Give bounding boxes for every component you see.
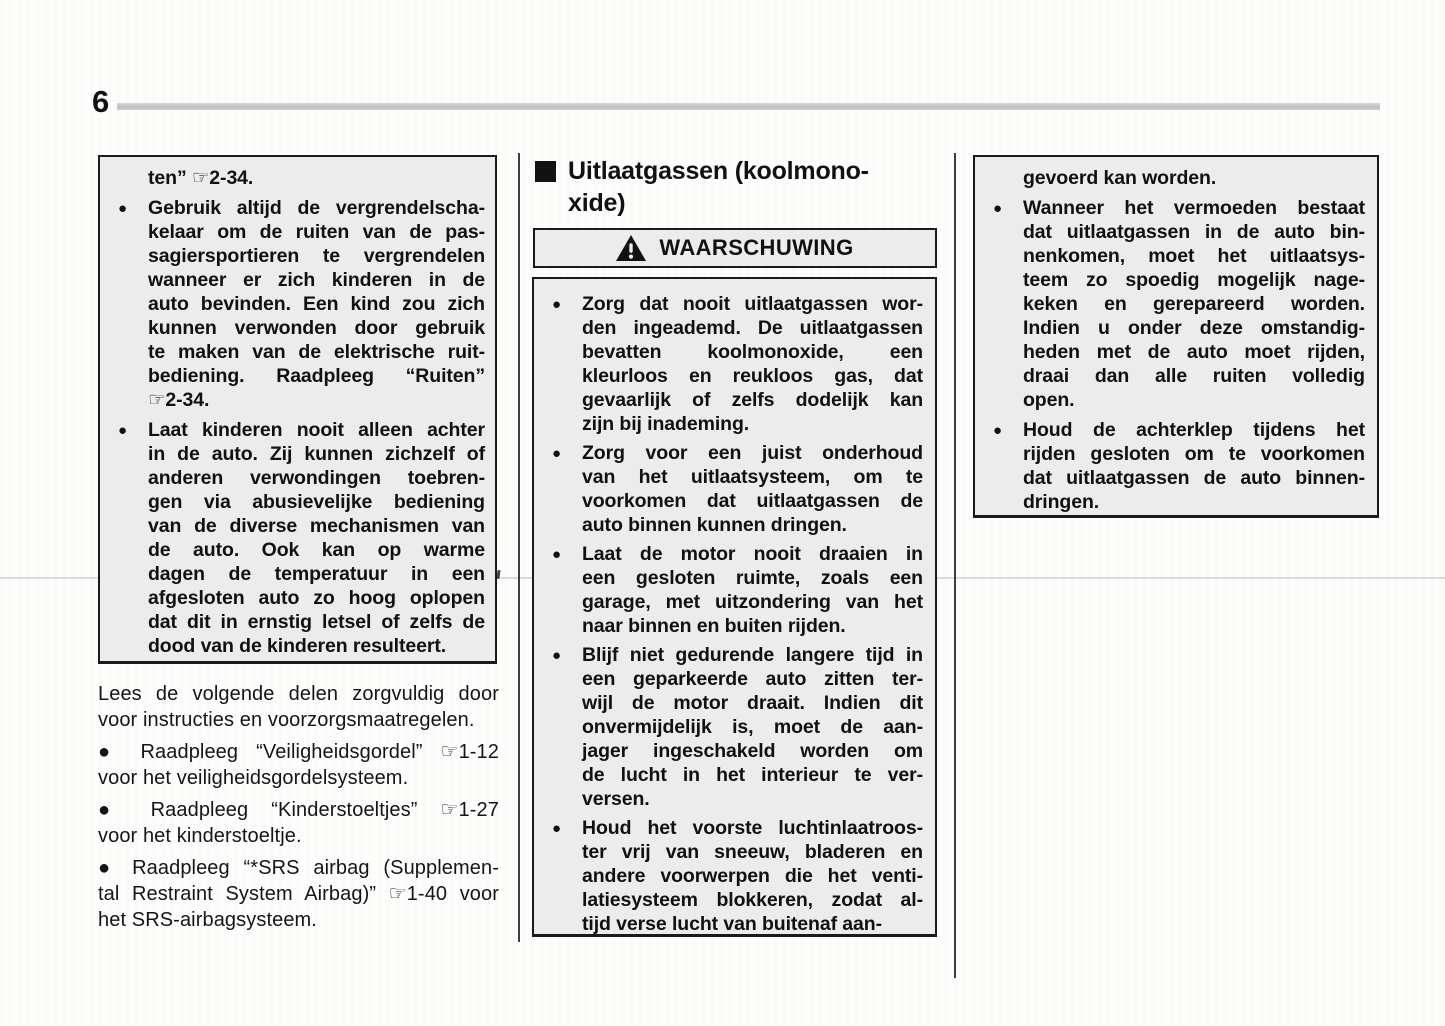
text-line: dringen. [1023,491,1100,513]
text-line: Lees de volgende delen zorgvuldig door [98,683,499,705]
text-line: dat uitlaatgassen in de auto bin- [1023,221,1365,243]
bullet-icon: ● [118,422,127,439]
text-line: bevatten koolmonoxide, een [582,341,923,363]
text-line: voor instructies en voorzorgsmaatregelen. [98,709,475,731]
bullet-icon: ● [993,422,1002,439]
text-line: rijden gesloten om te voorkomen [1023,443,1365,465]
warning-item-text [582,816,923,936]
header-rule [117,103,1380,110]
text-line: dat dit in ernstig letsel of zelfs de [148,611,485,633]
warning-item [118,196,485,412]
page-number: 6 [92,84,110,119]
text-line: onvermijdelijk is, moet de aan- [582,716,923,738]
warning-item [552,643,923,811]
text-line: open. [1023,389,1075,411]
heading-line: Uitlaatgassen (koolmono- [568,157,869,185]
text-line: dagen de temperatuur in een [148,563,485,585]
text-line: van het uitlaatsysteem, om te [582,466,923,488]
text-line: van de diverse mechanismen van [148,515,485,537]
bullet-icon: ● [118,200,127,217]
black-square-icon [535,161,556,182]
exhaust-warning-box [532,277,937,937]
warning-item [552,292,923,436]
text-line: tijd verse lucht van buitenaf aan- [582,913,883,935]
text-line: den ingeademd. De uitlaatgassen [582,317,923,339]
warning-banner [533,228,937,268]
text-line: versen. [582,788,650,810]
text-line: een gesloten ruimte, zoals een [582,567,923,589]
text-line: kunnen verwonden door gebruik [148,317,485,339]
text-line: ● Raadpleeg “Veiligheidsgordel” ☞1-12 [98,741,499,763]
text-line: ter vrij van sneeuw, bladeren en [582,841,923,863]
text-line: heden met de auto moet rijden, [1023,341,1365,363]
text-line: naar binnen en buiten rijden. [582,615,846,637]
text-line: kelaar om de ruiten van de pas- [148,221,485,243]
bullet-spacer [993,166,1023,190]
text-line: Zorg voor een juist onderhoud [582,442,923,464]
text-line: het SRS-airbagsysteem. [98,909,317,931]
bullet-icon: ● [552,546,561,563]
warning-item [118,418,485,658]
exhaust-warning-continued-box [973,155,1379,518]
warning-item-text [1023,196,1365,412]
bullet-icon: ● [552,445,561,462]
text-line: andere voorwerpen die het venti- [582,865,923,887]
warning-item-text [1023,418,1365,514]
warning-item-text [582,292,923,436]
bullet-icon: ● [993,200,1002,217]
text-line: auto binnen kunnen dringen. [582,514,847,536]
warning-item [118,166,485,190]
text-line: wijl de motor draait. Indien dit [582,692,923,714]
text-line: draai dan alle ruiten volledig [1023,365,1365,387]
warning-item-text [148,196,485,412]
warning-item-text [582,542,923,638]
text-line: ☞2-34. [148,389,210,411]
text-line: een geparkeerde auto zitten ter- [582,668,923,690]
paragraph [98,855,499,933]
text-line: tal Restraint System Airbag)” ☞1-40 voor [98,883,499,905]
text-line: auto bevinden. Een kind zou zich [148,293,485,315]
warning-item [993,196,1365,412]
text-line: Laat de motor nooit draaien in [582,543,923,565]
warning-item [993,418,1365,514]
reference-notes [98,681,499,939]
text-line: Indien u onder deze omstandig- [1023,317,1365,339]
column-divider [954,153,956,978]
text-line: anderen verwondingen toebren- [148,467,485,489]
bullet-icon: ● [552,647,561,664]
warning-label: WAARSCHUWING [659,235,854,260]
text-line: teem zo spoedig mogelijk nage- [1023,269,1365,291]
text-line: de lucht in het interieur te ver- [582,764,923,786]
text-line: kleurloos en reukloos gas, dat [582,365,923,387]
text-line: Laat kinderen nooit alleen achter [148,419,485,441]
bullet-icon: ● [552,820,561,837]
heading-line: xide) [568,189,626,217]
warning-item-text [148,418,485,658]
warning-triangle-icon [616,235,646,261]
text-line: Blijf niet gedurende langere tijd in [582,644,923,666]
text-line: gen via abusievelijke bediening [148,491,485,513]
text-line: ● Raadpleeg “*SRS airbag (Supplemen- [98,857,499,879]
warning-item [552,816,923,936]
text-line: Houd het voorste luchtinlaatroos- [582,817,923,839]
paragraph [98,681,499,733]
text-line: zijn bij inademing. [582,413,750,435]
text-line: keken en gerepareerd worden. [1023,293,1365,315]
bullet-spacer [118,166,148,190]
warning-item [993,166,1365,190]
text-line: sagiersportieren te vergrendelen [148,245,485,267]
warning-item-text [582,643,923,811]
warning-item [552,542,923,638]
text-line: ● Raadpleeg “Kinderstoeltjes” ☞1-27 [98,799,499,821]
text-line: Wanneer het vermoeden bestaat [1023,197,1365,219]
text-line: nenkomen, moet het uitlaatsys- [1023,245,1365,267]
text-line: voor het kinderstoeltje. [98,825,302,847]
text-line: wanneer er zich kinderen in de [148,269,485,291]
text-line: ten” ☞2-34. [148,167,254,189]
paragraph [98,739,499,791]
text-line: voor het veiligheidsgordelsysteem. [98,767,409,789]
text-line: bediening. Raadpleeg “Ruiten” [148,365,485,387]
text-line: gevaarlijk of zelfs dodelijk kan [582,389,923,411]
warning-item [552,441,923,537]
text-line: Zorg dat nooit uitlaatgassen wor- [582,293,923,315]
text-line: voorkomen dat uitlaatgassen de [582,490,923,512]
bullet-icon: ● [552,296,561,313]
text-line: de auto. Ook kan op warme [148,539,485,561]
paragraph [98,797,499,849]
text-line: jager ingeschakeld worden om [582,740,923,762]
text-line: Houd de achterklep tijdens het [1023,419,1365,441]
section-heading-uitlaatgassen [535,155,960,219]
column-divider [518,153,520,942]
text-line: in de auto. Zij kunnen zichzelf of [148,443,485,465]
text-line: garage, met uitzondering van het [582,591,923,613]
text-line: gevoerd kan worden. [1023,167,1217,189]
text-line: afgesloten auto zo hoog oplopen [148,587,485,609]
text-line: latiesysteem blokkeren, zodat al- [582,889,923,911]
child-safety-warning-box [98,155,497,664]
text-line: Gebruik altijd de vergrendelscha- [148,197,485,219]
text-line: dat uitlaatgassen de auto binnen- [1023,467,1365,489]
text-line: te maken van de elektrische ruit- [148,341,485,363]
text-line: dood van de kinderen resulteert. [148,635,447,657]
warning-item-text [582,441,923,537]
